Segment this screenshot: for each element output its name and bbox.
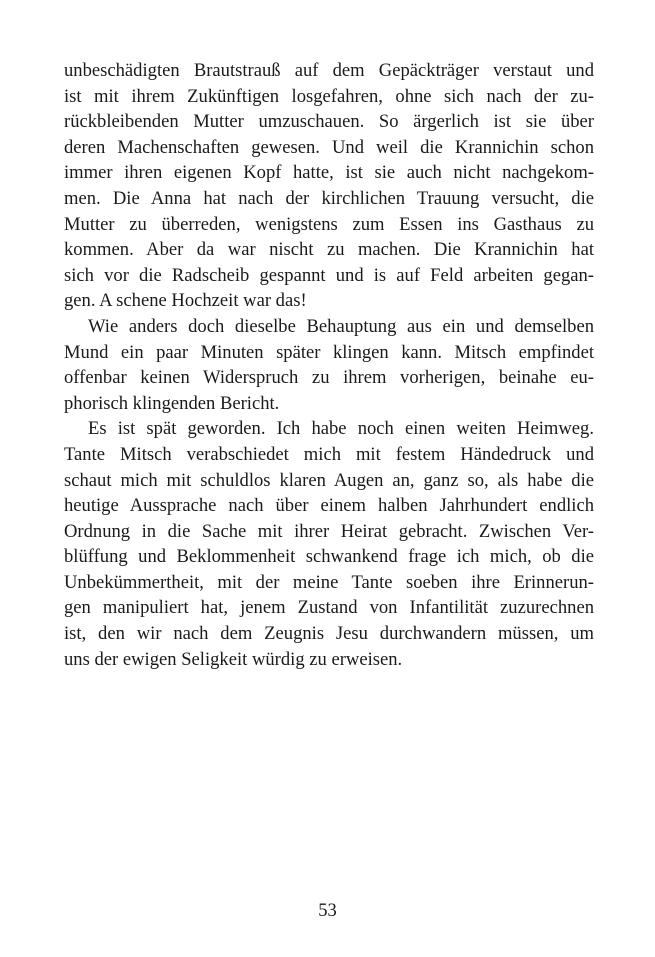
text-line: Tante Mitsch verabschiedet mich mit festem Händedruck und (64, 443, 594, 465)
text-line: blüffung und Beklommenheit schwankend frage ich mich, ob die (64, 546, 594, 568)
text-line: sich vor die Radscheib gespannt und is auf Feld arbeiten gegan- (64, 264, 594, 286)
text-line: Es ist spät geworden. Ich habe noch einen weiten Heimweg. (88, 418, 594, 440)
text-line: deren Machenschaften gewesen. Und weil die Krannichin schon (64, 136, 594, 158)
body-text (64, 58, 594, 672)
paragraph-2 (64, 314, 594, 416)
text-line: heutige Aussprache nach über einem halben Jahrhundert endlich (64, 495, 594, 517)
text-line: immer ihren eigenen Kopf hatte, ist sie auch nicht nachgekom- (64, 162, 594, 184)
text-line: Mund ein paar Minuten später klingen kann. Mitsch empfindet (64, 341, 594, 363)
text-line: kommen. Aber da war nischt zu machen. Die Krannichin hat (64, 239, 594, 261)
text-line: ist, den wir nach dem Zeugnis Jesu durchwandern müssen, um (64, 623, 594, 645)
text-line: Wie anders doch dieselbe Behauptung aus ein und demselben (88, 315, 594, 337)
text-line: uns der ewigen Seligkeit würdig zu erweisen. (64, 648, 403, 670)
text-line: offenbar keinen Widerspruch zu ihrem vorherigen, beinahe eu- (64, 367, 594, 389)
text-line: men. Die Anna hat nach der kirchlichen Trauung versucht, die (64, 187, 594, 209)
text-line: ist mit ihrem Zukünftigen losgefahren, ohne sich nach der zu- (64, 85, 594, 107)
text-line: phorisch klingenden Bericht. (64, 392, 280, 414)
paragraph-3 (64, 416, 594, 672)
text-line: gen. A schene Hochzeit war das! (64, 290, 307, 312)
text-line: Mutter zu überreden, wenigstens zum Essen ins Gasthaus zu (64, 213, 594, 235)
text-line: Ordnung in die Sache mit ihrer Heirat gebracht. Zwischen Ver- (64, 520, 594, 542)
text-line: rückbleibenden Mutter umzuschauen. So ärgerlich ist sie über (64, 111, 594, 133)
text-line: gen manipuliert hat, jenem Zustand von Infantilität zuzurechnen (64, 597, 594, 619)
page-number: 53 (318, 900, 337, 921)
paragraph-1 (64, 58, 594, 314)
text-line: schaut mich mit schuldlos klaren Augen an, ganz so, als habe die (64, 469, 594, 491)
text-line: Unbekümmertheit, mit der meine Tante soeben ihre Erinnerun- (64, 571, 594, 593)
text-line: unbeschädigten Brautstrauß auf dem Gepäckträger verstaut und (64, 60, 594, 81)
